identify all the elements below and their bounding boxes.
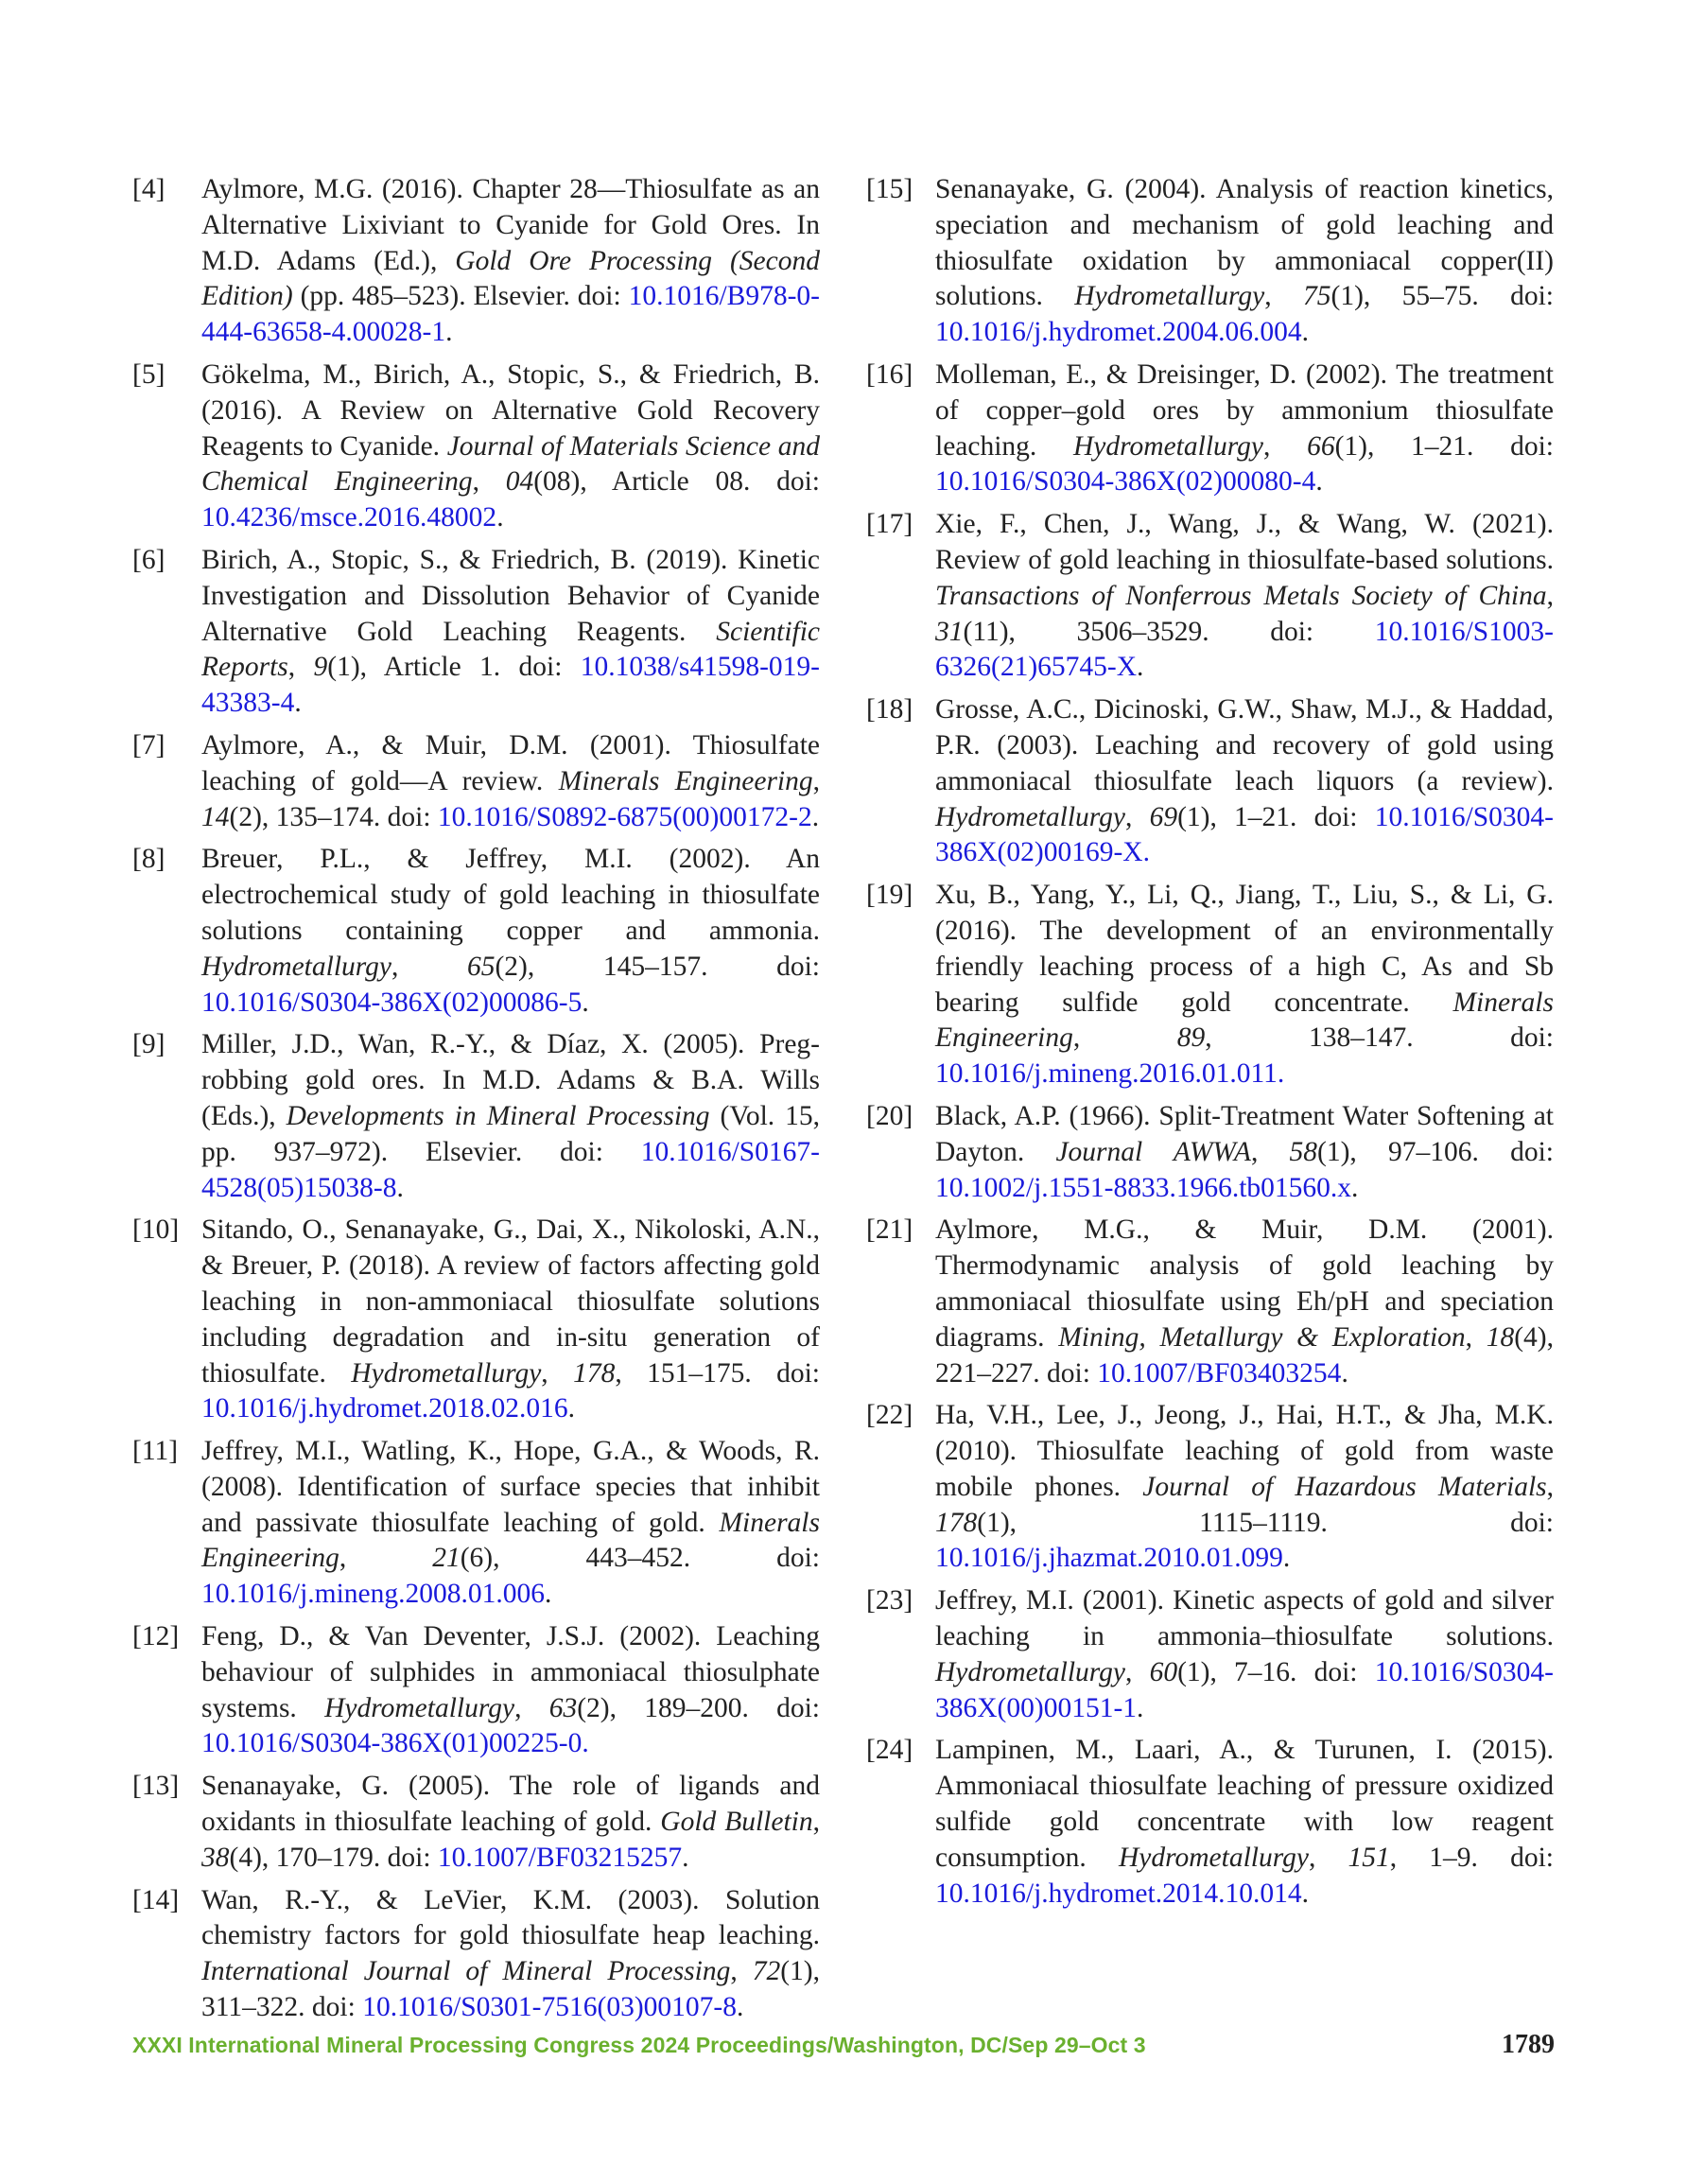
reference-italic-text: Hydrometallurgy	[351, 1357, 542, 1389]
reference-plain-text: .	[1137, 1692, 1144, 1723]
reference-plain-text: Feng, D., & Van Deventer, J.S.J. (2002). Leaching behaviour of sulphides in ammoniacal thiosulphate systems.	[201, 1621, 820, 1723]
reference-text	[935, 358, 1554, 500]
reference-plain-text: (1), 55–75. doi:	[1330, 281, 1555, 312]
doi-link[interactable]: 10.1007/BF03215257	[437, 1842, 683, 1873]
reference-text	[201, 1619, 820, 1762]
reference-plain-text: Gökelma, M., Birich, A., Stopic, S., & Friedrich, B. (2016). A Review on Alternative Gold Recovery Reagents to Cyanide.	[201, 358, 820, 462]
reference-text	[201, 1883, 820, 2026]
reference-italic-text: 75	[1303, 281, 1331, 312]
reference-plain-text: .	[682, 1842, 689, 1873]
reference-item	[866, 1213, 1554, 1391]
reference-text	[201, 728, 820, 835]
reference-italic-text: Transactions of Nonferrous Metals Society of China	[935, 580, 1547, 611]
reference-plain-text: .	[1301, 1878, 1309, 1909]
reference-text	[201, 1434, 820, 1613]
footer-proceedings-title: XXXI International Mineral Processing Congress 2024 Proceedings/Washington, DC/Sep 29–Oct 3	[132, 2033, 1146, 2057]
reference-plain-text: ,	[1546, 1471, 1554, 1502]
reference-plain-text: .	[1137, 652, 1144, 683]
reference-item	[866, 1099, 1554, 1206]
reference-italic-text: Hydrometallurgy	[1118, 1842, 1309, 1873]
reference-plain-text: Black, A.P. (1966). Split-Treatment Water Softening at Dayton.	[935, 1100, 1554, 1167]
reference-plain-text: , 151–175. doi:	[615, 1357, 820, 1389]
reference-italic-text: Journal of Materials Science and Chemical Engineering	[201, 430, 820, 498]
reference-number: [17]	[866, 509, 913, 540]
doi-link[interactable]: 10.1016/j.hydromet.2014.10.014	[935, 1878, 1302, 1909]
reference-italic-text: 14	[201, 801, 230, 832]
reference-item	[866, 1398, 1554, 1577]
reference-number: [15]	[866, 174, 913, 204]
reference-item	[132, 1769, 820, 1876]
reference-plain-text: Senanayake, G. (2005). The role of ligands and oxidants in thiosulfate leaching of gold.	[201, 1771, 820, 1838]
reference-italic-text: 66	[1307, 430, 1335, 462]
reference-italic-text: 69	[1149, 801, 1178, 832]
reference-text	[201, 1213, 820, 1427]
reference-italic-text: Journal of Hazardous Materials	[1142, 1471, 1547, 1502]
reference-text	[201, 172, 820, 351]
reference-item	[866, 692, 1554, 871]
reference-item	[866, 878, 1554, 1092]
doi-link[interactable]: 10.1007/BF03403254	[1097, 1357, 1342, 1389]
reference-plain-text: (2), 135–174. doi:	[229, 801, 438, 832]
reference-plain-text: ,	[391, 951, 467, 982]
reference-number: [24]	[866, 1735, 913, 1766]
reference-number: [5]	[132, 358, 165, 390]
reference-plain-text: Aylmore, M.G., & Muir, D.M. (2001). Thermodynamic analysis of gold leaching by ammoniacal thiosulfate using Eh/pH and speciation diagrams.	[935, 1214, 1554, 1353]
reference-italic-text: 21	[432, 1543, 461, 1574]
reference-number: [18]	[866, 694, 913, 725]
reference-plain-text: (pp. 485–523). Elsevier. doi:	[292, 281, 629, 312]
reference-plain-text: ,	[812, 765, 820, 796]
reference-plain-text: .	[496, 502, 504, 533]
reference-plain-text: ,	[1250, 1136, 1290, 1167]
reference-item	[132, 1619, 820, 1762]
reference-plain-text: (Vol. 15, pp. 937–972). Elsevier. doi:	[201, 1100, 820, 1167]
reference-number: [13]	[132, 1771, 180, 1802]
reference-number: [12]	[132, 1621, 180, 1652]
reference-plain-text: .	[1301, 317, 1309, 348]
reference-plain-text: ,	[1546, 580, 1554, 611]
reference-plain-text: Wan, R.-Y., & LeVier, K.M. (2003). Solution chemistry factors for gold thiosulfate heap leaching.	[201, 1884, 820, 1951]
doi-link[interactable]: 10.1002/j.1551-8833.1966.tb01560.x	[935, 1172, 1352, 1203]
doi-link[interactable]: 10.1016/S0304-386X(02)00169-X.	[935, 801, 1555, 868]
reference-italic-text: 178	[935, 1507, 978, 1538]
reference-item	[132, 842, 820, 1021]
reference-plain-text: Jeffrey, M.I. (2001). Kinetic aspects of gold and silver leaching in ammonia–thiosulfate solutions.	[935, 1585, 1554, 1652]
reference-plain-text: (4), 170–179. doi:	[229, 1842, 438, 1873]
reference-italic-text: 18	[1486, 1321, 1515, 1353]
reference-number: [9]	[132, 1029, 165, 1060]
doi-link[interactable]: 10.1016/j.hydromet.2004.06.004	[935, 317, 1302, 348]
reference-plain-text: ,	[1263, 430, 1308, 462]
reference-plain-text: (1), 97–106. doi:	[1317, 1136, 1555, 1167]
reference-plain-text: (1), 1–21. doi:	[1177, 801, 1375, 832]
reference-plain-text: , 138–147. doi:	[1205, 1022, 1554, 1054]
reference-text	[935, 1398, 1554, 1577]
reference-plain-text: ,	[730, 1956, 753, 1987]
reference-plain-text: ,	[514, 1692, 549, 1723]
reference-italic-text: 31	[935, 616, 964, 647]
doi-link[interactable]: 10.1016/j.mineng.2008.01.006	[201, 1579, 546, 1610]
references-column-left	[132, 172, 820, 2033]
reference-text	[201, 543, 820, 722]
reference-item	[132, 1883, 820, 2026]
reference-italic-text: 63	[548, 1692, 578, 1723]
doi-link[interactable]: 10.1016/S0301-7516(03)00107-8	[362, 1992, 737, 2023]
reference-italic-text: Journal AWWA	[1055, 1136, 1251, 1167]
reference-plain-text: (1), 311–322. doi:	[201, 1956, 821, 2023]
reference-plain-text: , 1–9. doi:	[1389, 1842, 1554, 1873]
reference-number: [7]	[132, 729, 165, 760]
reference-text	[935, 878, 1554, 1092]
reference-italic-text: 38	[201, 1842, 230, 1873]
reference-plain-text: .	[294, 688, 302, 719]
reference-italic-text: Hydrometallurgy	[935, 1656, 1125, 1687]
reference-plain-text: .	[1351, 1172, 1359, 1203]
reference-text	[201, 1027, 820, 1206]
reference-plain-text: Molleman, E., & Dreisinger, D. (2002). The treatment of copper–gold ores by ammonium thiosulfate leaching.	[935, 358, 1554, 462]
reference-plain-text: Lampinen, M., Laari, A., & Turunen, I. (2015). Ammoniacal thiosulfate leaching of pressure oxidized sulfide gold concentrate with low reagent consumption.	[935, 1735, 1554, 1873]
reference-item	[132, 172, 820, 351]
reference-plain-text: (1), Article 1. doi:	[327, 652, 581, 683]
page-number: 1789	[1502, 2030, 1555, 2059]
reference-number: [19]	[866, 880, 913, 911]
reference-number: [16]	[866, 358, 913, 390]
reference-text	[201, 358, 820, 536]
reference-plain-text: Aylmore, M.G. (2016). Chapter 28—Thiosulfate as an Alternative Lixiviant to Cyanide for Gold Ores. In M.D. Adams (Ed.),	[201, 174, 820, 276]
reference-plain-text: ,	[1072, 1022, 1177, 1054]
reference-italic-text: Gold Ore Processing (Second Edition)	[201, 245, 820, 312]
reference-italic-text: Gold Bulletin	[660, 1807, 813, 1838]
reference-number: [10]	[132, 1214, 180, 1246]
reference-item	[132, 1213, 820, 1427]
reference-plain-text: .	[567, 1393, 575, 1424]
reference-italic-text: Scientific Reports	[201, 616, 820, 683]
reference-plain-text: .	[1282, 1543, 1291, 1574]
reference-text	[935, 507, 1554, 686]
reference-plain-text: Grosse, A.C., Dicinoski, G.W., Shaw, M.J., & Haddad, P.R. (2003). Leaching and recovery of gold using ammoniacal thiosulfate leach liquors (a review).	[935, 694, 1554, 796]
reference-plain-text: ,	[1125, 801, 1150, 832]
reference-italic-text: Mining, Metallurgy & Exploration	[1058, 1321, 1466, 1353]
reference-plain-text: (08), Article 08. doi:	[533, 466, 820, 498]
reference-italic-text: 72	[752, 1956, 781, 1987]
reference-number: [20]	[866, 1100, 913, 1131]
reference-number: [6]	[132, 544, 165, 575]
reference-text	[935, 1583, 1554, 1726]
reference-text	[935, 1099, 1554, 1206]
doi-link[interactable]: 10.1016/S0304-386X(02)00080-4	[935, 466, 1316, 498]
doi-link[interactable]: 10.4236/msce.2016.48002	[201, 502, 497, 533]
reference-plain-text: (4), 221–227. doi:	[935, 1321, 1555, 1389]
reference-plain-text: (1), 1115–1119. doi:	[977, 1507, 1554, 1538]
reference-italic-text: Minerals Engineering	[201, 1507, 820, 1574]
reference-item	[866, 172, 1554, 351]
reference-number: [4]	[132, 174, 165, 204]
reference-plain-text: ,	[541, 1357, 574, 1389]
reference-italic-text: 178	[573, 1357, 616, 1389]
reference-plain-text: Jeffrey, M.I., Watling, K., Hope, G.A., & Woods, R. (2008). Identification of surface species that inhibit and passivate thiosulfate leaching of gold.	[201, 1436, 820, 1538]
reference-number: [11]	[132, 1436, 179, 1467]
reference-item	[866, 1733, 1554, 1912]
reference-number: [8]	[132, 844, 165, 875]
reference-item	[866, 1583, 1554, 1726]
doi-link[interactable]: 10.1016/S0167-4528(05)15038-8	[201, 1136, 820, 1203]
reference-italic-text: 58	[1289, 1136, 1318, 1167]
reference-item	[132, 728, 820, 835]
page-footer	[132, 2030, 1555, 2060]
reference-item	[132, 358, 820, 536]
reference-italic-text: Hydrometallurgy	[324, 1692, 515, 1723]
reference-item	[132, 1434, 820, 1613]
reference-plain-text: ,	[287, 652, 314, 683]
reference-plain-text: Sitando, O., Senanayake, G., Dai, X., Nikoloski, A.N., & Breuer, P. (2018). A review of factors affecting gold leaching in non-ammoniacal thiosulfate solutions including degradation and in-situ generation of thiosulfate.	[201, 1214, 820, 1389]
reference-italic-text: 9	[313, 652, 328, 683]
reference-plain-text: Xu, B., Yang, Y., Li, Q., Jiang, T., Liu, S., & Li, G. (2016). The development of an environmentally friendly leaching process of a high C, As and Sb bearing sulfide gold concentrate.	[935, 880, 1554, 1018]
reference-plain-text: .	[396, 1172, 404, 1203]
reference-text	[935, 1213, 1554, 1391]
doi-link[interactable]: 10.1016/B978-0-444-63658-4.00028-1	[201, 281, 820, 348]
reference-italic-text: International Journal of Mineral Processing	[201, 1956, 731, 1987]
reference-plain-text: Ha, V.H., Lee, J., Jeong, J., Hai, H.T., & Jha, M.K. (2010). Thiosulfate leaching of gold from waste mobile phones.	[935, 1400, 1554, 1502]
doi-link[interactable]: 10.1016/S0892-6875(00)00172-2	[437, 801, 812, 832]
reference-text	[201, 842, 820, 1021]
reference-plain-text: (2), 145–157. doi:	[495, 951, 820, 982]
reference-italic-text: 65	[466, 951, 496, 982]
reference-number: [14]	[132, 1884, 180, 1915]
reference-plain-text: ,	[812, 1807, 820, 1838]
reference-plain-text: Aylmore, A., & Muir, D.M. (2001). Thiosulfate leaching of gold—A review.	[201, 729, 820, 796]
reference-italic-text: 151	[1348, 1842, 1390, 1873]
reference-italic-text: 89	[1176, 1022, 1206, 1054]
reference-italic-text: Hydrometallurgy	[201, 951, 391, 982]
reference-text	[201, 1769, 820, 1876]
reference-plain-text: .	[736, 1992, 744, 2023]
reference-plain-text: .	[545, 1579, 552, 1610]
reference-plain-text: .	[1341, 1357, 1348, 1389]
doi-link[interactable]: 10.1038/s41598-019-43383-4	[201, 652, 820, 719]
reference-plain-text: Xie, F., Chen, J., Wang, J., & Wang, W. (2021). Review of gold leaching in thiosulfate-based solutions.	[935, 509, 1554, 575]
reference-plain-text: .	[811, 801, 820, 832]
reference-number: [22]	[866, 1400, 913, 1431]
doi-link[interactable]: 10.1016/S0304-386X(02)00086-5	[201, 987, 583, 1018]
reference-plain-text: Birich, A., Stopic, S., & Friedrich, B. (2019). Kinetic Investigation and Dissolution Behavior of Cyanide Alternative Gold Leaching Reagents.	[201, 544, 820, 647]
reference-plain-text: ,	[472, 466, 506, 498]
reference-number: [23]	[866, 1585, 913, 1616]
reference-plain-text: Breuer, P.L., & Jeffrey, M.I. (2002). An electrochemical study of gold leaching in thiosulfate solutions containing copper and ammonia.	[201, 844, 820, 946]
reference-italic-text: Minerals Engineering	[558, 765, 813, 796]
reference-plain-text: ,	[1308, 1842, 1348, 1873]
reference-plain-text: Miller, J.D., Wan, R.-Y., & Díaz, X. (2005). Preg-robbing gold ores. In M.D. Adams & B.A. Wills (Eds.),	[201, 1029, 820, 1131]
reference-italic-text: Hydrometallurgy	[1073, 430, 1263, 462]
doi-link[interactable]: 10.1016/j.jhazmat.2010.01.099	[935, 1543, 1283, 1574]
reference-plain-text: ,	[339, 1543, 433, 1574]
doi-link[interactable]: 10.1016/j.mineng.2016.01.011.	[935, 1058, 1285, 1090]
reference-plain-text: (1), 7–16. doi:	[1177, 1656, 1375, 1687]
reference-text	[935, 172, 1554, 351]
doi-link[interactable]: 10.1016/S0304-386X(01)00225-0.	[201, 1728, 589, 1759]
reference-italic-text: Developments in Mineral Processing	[286, 1100, 710, 1131]
reference-plain-text: .	[445, 317, 453, 348]
reference-plain-text: ,	[1125, 1656, 1150, 1687]
reference-number: [21]	[866, 1214, 913, 1246]
reference-item	[132, 1027, 820, 1206]
reference-text	[935, 1733, 1554, 1912]
reference-plain-text: .	[582, 987, 589, 1018]
reference-italic-text: Hydrometallurgy	[1074, 281, 1265, 312]
reference-item	[132, 543, 820, 722]
reference-plain-text: (11), 3506–3529. doi:	[963, 616, 1375, 647]
reference-italic-text: 04	[505, 466, 534, 498]
reference-plain-text: (6), 443–452. doi:	[460, 1543, 820, 1574]
reference-plain-text: Senanayake, G. (2004). Analysis of reaction kinetics, speciation and mechanism of gold leaching and thiosulfate oxidation by ammoniacal copper(II) solutions.	[935, 174, 1554, 312]
doi-link[interactable]: 10.1016/S0304-386X(00)00151-1	[935, 1656, 1555, 1723]
reference-plain-text: (2), 189–200. doi:	[577, 1692, 821, 1723]
reference-italic-text: Minerals Engineering	[935, 987, 1554, 1054]
reference-italic-text: 60	[1149, 1656, 1178, 1687]
reference-plain-text: ,	[1465, 1321, 1487, 1353]
reference-italic-text: Hydrometallurgy	[935, 801, 1125, 832]
reference-item	[866, 507, 1554, 686]
reference-plain-text: ,	[1264, 281, 1304, 312]
doi-link[interactable]: 10.1016/j.hydromet.2018.02.016	[201, 1393, 568, 1424]
reference-plain-text: .	[1315, 466, 1323, 498]
reference-text	[935, 692, 1554, 871]
reference-plain-text: (1), 1–21. doi:	[1334, 430, 1555, 462]
doi-link[interactable]: 10.1016/S1003-6326(21)65745-X	[935, 616, 1554, 683]
reference-item	[866, 358, 1554, 500]
references-column-right	[866, 172, 1554, 1918]
